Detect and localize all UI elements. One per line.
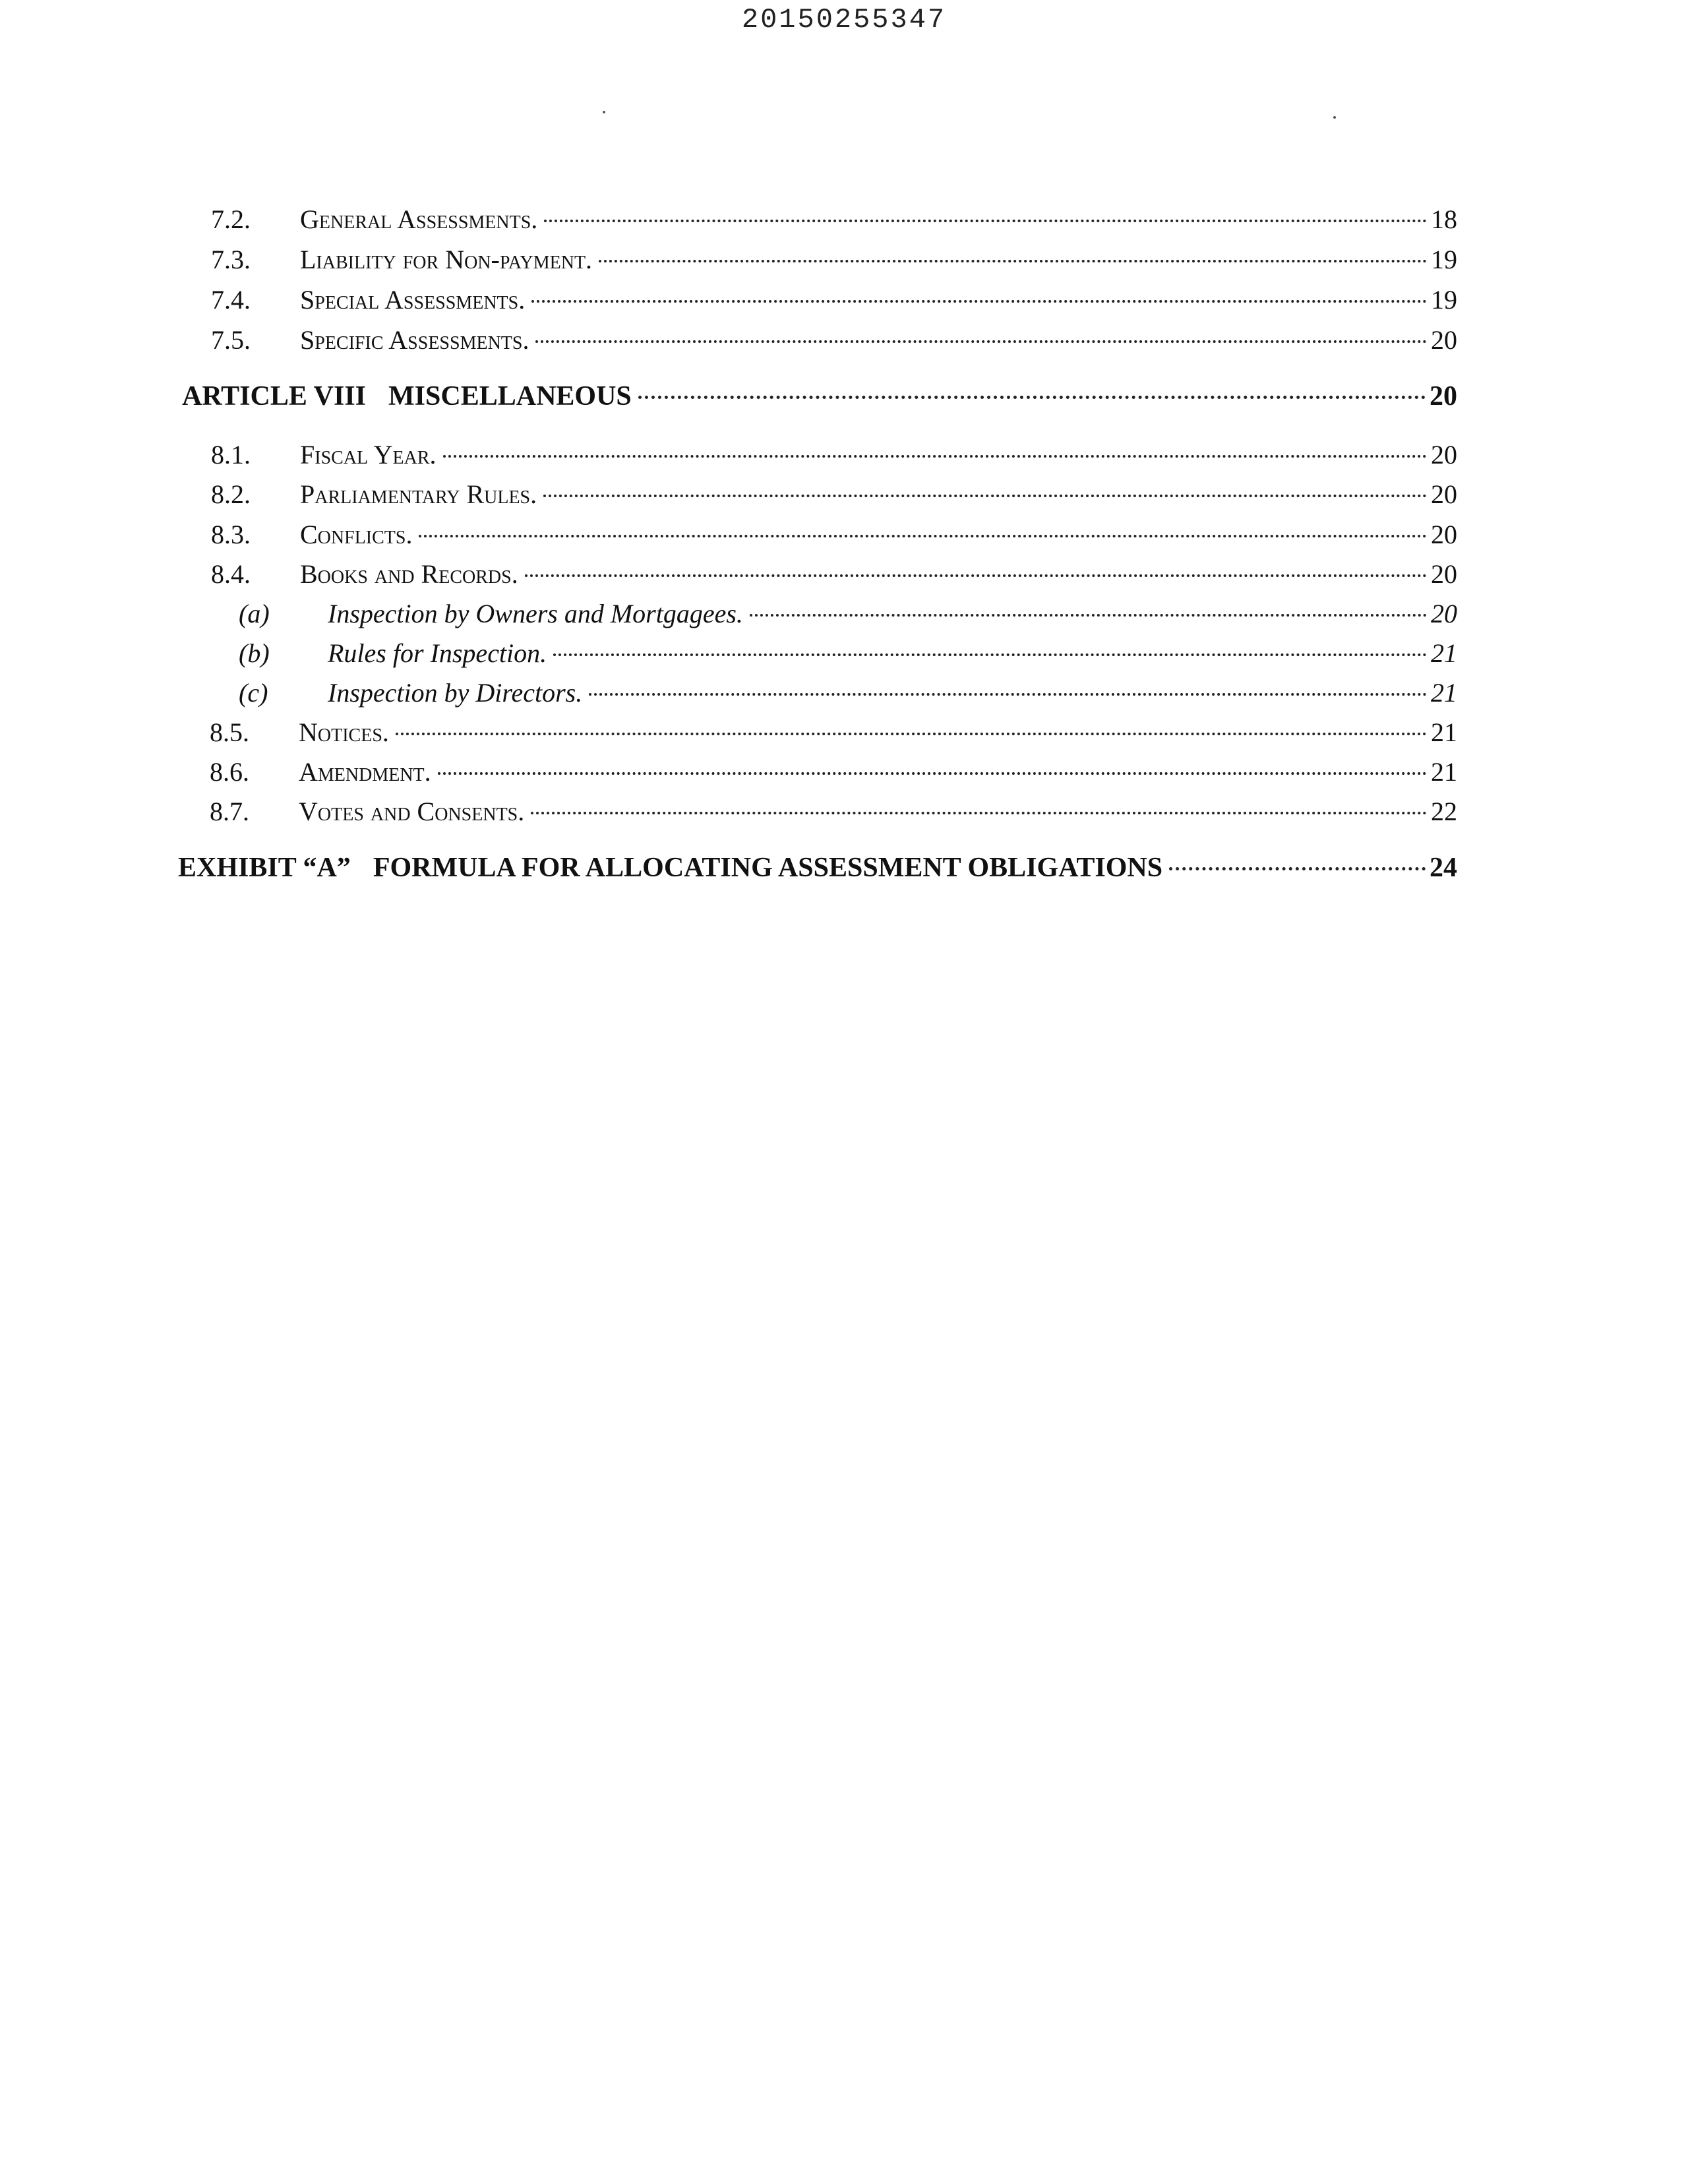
dot-leader [1169, 867, 1426, 870]
dot-leader [543, 495, 1427, 497]
toc-entry-page: 19 [1431, 285, 1457, 315]
toc-entry-8-4-b[interactable] [239, 635, 1457, 672]
toc-exhibit-title: FORMULA FOR ALLOCATING ASSESSMENT OBLIGATIONS [373, 853, 1163, 883]
toc-entry-8-4[interactable] [211, 556, 1457, 593]
dot-leader [750, 614, 1427, 617]
toc-entry-page: 20 [1431, 599, 1457, 628]
toc-entry-page: 22 [1431, 797, 1457, 826]
toc-entry-8-4-a[interactable] [239, 595, 1457, 632]
dot-leader [396, 733, 1427, 735]
toc-entry-page: 18 [1431, 204, 1457, 234]
toc-entry-8-7[interactable] [210, 793, 1457, 830]
dot-leader [553, 653, 1427, 656]
dot-leader [531, 812, 1427, 814]
dot-leader [544, 220, 1427, 222]
toc-entry-number: (c) [239, 678, 268, 708]
toc-entry-7-3[interactable] [211, 241, 1457, 278]
toc-entry-page: 20 [1431, 479, 1457, 509]
toc-entry-number: 8.1. [211, 440, 251, 470]
toc-entry-title: Special Assessments. [300, 285, 526, 315]
toc-entry-title: Books and Records. [300, 559, 518, 589]
toc-entry-page: 19 [1431, 245, 1457, 274]
toc-entry-number: 8.2. [211, 479, 251, 509]
toc-entry-number: 7.5. [211, 325, 251, 355]
toc-entry-8-1[interactable] [211, 437, 1457, 473]
toc-entry-title: Inspection by Directors. [328, 678, 583, 708]
toc-article-number: ARTICLE VIII [182, 381, 367, 411]
toc-entry-number: 8.7. [210, 797, 249, 826]
toc-entry-title: Conflicts. [300, 520, 413, 549]
toc-entry-title: Votes and Consents. [299, 797, 525, 826]
toc-entry-number: 8.5. [210, 717, 249, 747]
dot-leader [525, 574, 1427, 577]
toc-entry-number: 7.3. [211, 245, 251, 274]
toc-entry-title: Amendment. [299, 757, 431, 787]
toc-entry-page: 24 [1430, 853, 1457, 883]
toc-exhibit-a[interactable] [178, 849, 1457, 886]
toc-entry-number: 8.3. [211, 520, 251, 549]
toc-entry-page: 20 [1431, 325, 1457, 355]
toc-entry-page: 21 [1431, 678, 1457, 708]
toc-article-viii[interactable] [182, 378, 1457, 415]
toc-entry-8-2[interactable] [211, 476, 1457, 513]
toc-entry-page: 20 [1430, 381, 1457, 411]
dot-leader [438, 772, 1427, 775]
toc-entry-title: General Assessments. [300, 204, 538, 234]
toc-entry-page: 20 [1431, 440, 1457, 470]
dot-leader [531, 300, 1427, 303]
toc-exhibit-number: EXHIBIT “A” [178, 853, 351, 883]
document-number: 20150255347 [741, 4, 947, 36]
toc-entry-title: Parliamentary Rules. [300, 479, 537, 509]
toc-entry-title: Fiscal Year. [300, 440, 437, 470]
toc-entry-7-5[interactable] [211, 322, 1457, 359]
dot-leader [443, 455, 1427, 458]
toc-entry-page: 21 [1431, 638, 1457, 668]
dot-leader [599, 260, 1427, 262]
toc-entry-page: 20 [1431, 520, 1457, 549]
toc-entry-title: Inspection by Owners and Mortgagees. [328, 599, 743, 628]
toc-article-title: MISCELLANEOUS [388, 381, 632, 411]
toc-entry-number: 8.6. [210, 757, 249, 787]
toc-entry-7-4[interactable] [211, 282, 1457, 318]
toc-entry-page: 21 [1431, 717, 1457, 747]
dot-leader [419, 535, 1427, 537]
toc-entry-8-5[interactable] [210, 714, 1457, 751]
toc-entry-8-6[interactable] [210, 754, 1457, 791]
toc-entry-8-3[interactable] [211, 516, 1457, 553]
dot-leader [638, 396, 1426, 399]
toc-entry-number: 8.4. [211, 559, 251, 589]
dot-leader [535, 340, 1427, 343]
toc-entry-title: Liability for Non-payment. [300, 245, 593, 274]
toc-entry-page: 20 [1431, 559, 1457, 589]
toc-entry-7-2[interactable] [211, 201, 1457, 238]
toc-entry-number: 7.2. [211, 204, 251, 234]
toc-entry-number: (a) [239, 599, 270, 628]
toc-entry-title: Notices. [299, 717, 389, 747]
toc-entry-number: (b) [239, 638, 270, 668]
toc-entry-8-4-c[interactable] [239, 675, 1457, 712]
toc-entry-number: 7.4. [211, 285, 251, 315]
toc-entry-title: Specific Assessments. [300, 325, 529, 355]
dot-leader [589, 693, 1427, 696]
toc-entry-title: Rules for Inspection. [328, 638, 547, 668]
toc-entry-page: 21 [1431, 757, 1457, 787]
